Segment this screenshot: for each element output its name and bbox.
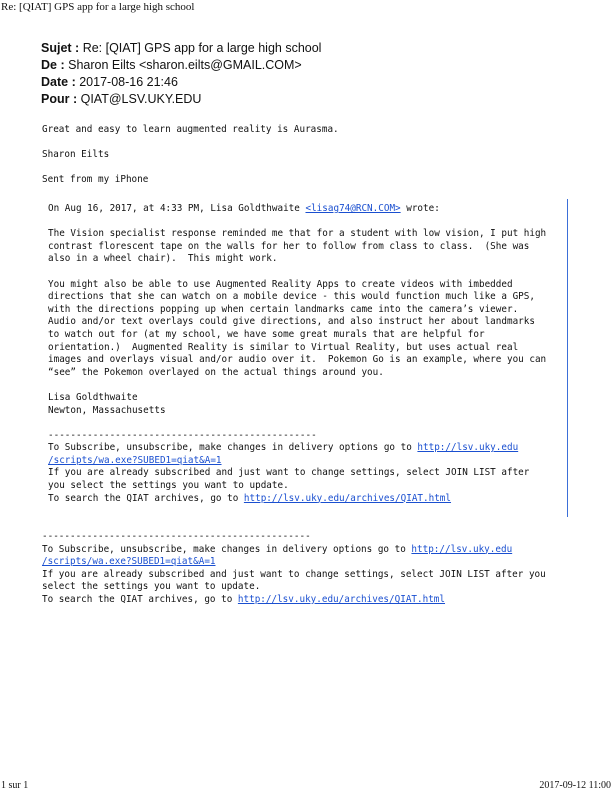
quote-subscribe-link[interactable]: http://lsv.uky.edu <box>417 442 519 454</box>
quote-paragraph-2: You might also be able to use Augmented Reality Apps to create videos with imbedded directions that she can watch on a mobile device - this would function much like a GPS, with the directions popping up when certain landmarks came into the camera’s viewer. Audio and/or text overlays could give directions, and also instruct her about landmarks to watch out for (at my school, we have some great murals that are helpful for orientation.) Augmented Reality is similar to Virtual Reality, but uses actual real images and overlays visual and/or audio over it. Pokemon Go is an example, where you can “see” the Pokemon overlayed on the actual things around you. <box>48 278 547 378</box>
email-headers <box>41 40 321 108</box>
to-label: Pour : <box>41 92 78 106</box>
body-signature: Sharon Eilts <box>42 149 110 161</box>
footer-separator: ------------------------------------------------ <box>42 531 311 542</box>
subject-row <box>41 40 321 57</box>
footer-search-text: To search the QIAT archives, go to <box>42 593 238 605</box>
from-value: Sharon Eilts <sharon.eilts@GMAIL.COM> <box>68 58 302 72</box>
quote-separator: ------------------------------------------------ <box>48 429 317 441</box>
page-header: Re: [QIAT] GPS app for a large high school <box>1 1 195 13</box>
body-line-1: Great and easy to learn augmented reality is Aurasma. <box>42 124 339 135</box>
page-number: 1 sur 1 <box>1 780 29 791</box>
quote-search-text: To search the QIAT archives, go to <box>48 492 244 504</box>
list-footer <box>42 531 546 607</box>
print-date: 2017-09-12 11:00 <box>539 780 611 791</box>
to-row <box>41 91 321 108</box>
date-row <box>41 74 321 91</box>
footer-subscribe-text: To Subscribe, unsubscribe, make changes in delivery options go to <box>42 543 412 555</box>
quote-attribution: On Aug 16, 2017, at 4:33 PM, Lisa Goldthwaite <box>48 203 306 214</box>
from-row <box>41 57 321 74</box>
quote-join-text-1: If you are already subscribed and just want to change settings, select JOIN LIST after <box>48 467 530 479</box>
footer-subscribe-link-cont[interactable]: /scripts/wa.exe?SUBED1=qiat&A=1 <box>42 556 216 568</box>
body-sent-from: Sent from my iPhone <box>42 174 149 186</box>
footer-join-text-1: If you are already subscribed and just want to change settings, select JOIN LIST after you <box>42 568 546 580</box>
quoted-message <box>42 199 568 517</box>
quote-paragraph-1: The Vision specialist response reminded me that for a student with low vision, I put high contrast florescent tape on the walls for her to follow from class to class. (She was also in a wheel chair). This might work. <box>48 228 547 265</box>
quote-email-link[interactable]: <lisag74@RCN.COM> <box>305 203 401 214</box>
quote-attribution-end: wrote: <box>400 203 440 214</box>
quote-join-text-2: you select the settings you want to update. <box>48 480 289 492</box>
footer-archive-link[interactable]: http://lsv.uky.edu/archives/QIAT.html <box>237 593 446 605</box>
to-value: QIAT@LSV.UKY.EDU <box>80 92 202 106</box>
from-label: De : <box>41 58 65 72</box>
date-value: 2017-08-16 21:46 <box>79 75 178 89</box>
quote-archive-link[interactable]: http://lsv.uky.edu/archives/QIAT.html <box>243 492 452 504</box>
date-label: Date : <box>41 75 76 89</box>
quote-signature-city: Newton, Massachusetts <box>48 404 166 416</box>
subject-label: Sujet : <box>41 41 80 55</box>
quote-subscribe-link-cont[interactable]: /scripts/wa.exe?SUBED1=qiat&A=1 <box>48 454 222 466</box>
quote-subscribe-text: To Subscribe, unsubscribe, make changes in delivery options go to <box>48 442 418 454</box>
footer-join-text-2: select the settings you want to update. <box>42 581 261 593</box>
quote-signature-name: Lisa Goldthwaite <box>48 391 138 403</box>
message-body <box>42 124 339 187</box>
quoted-text <box>48 203 546 505</box>
footer-subscribe-link[interactable]: http://lsv.uky.edu <box>411 543 513 555</box>
subject-value: Re: [QIAT] GPS app for a large high school <box>82 41 322 55</box>
